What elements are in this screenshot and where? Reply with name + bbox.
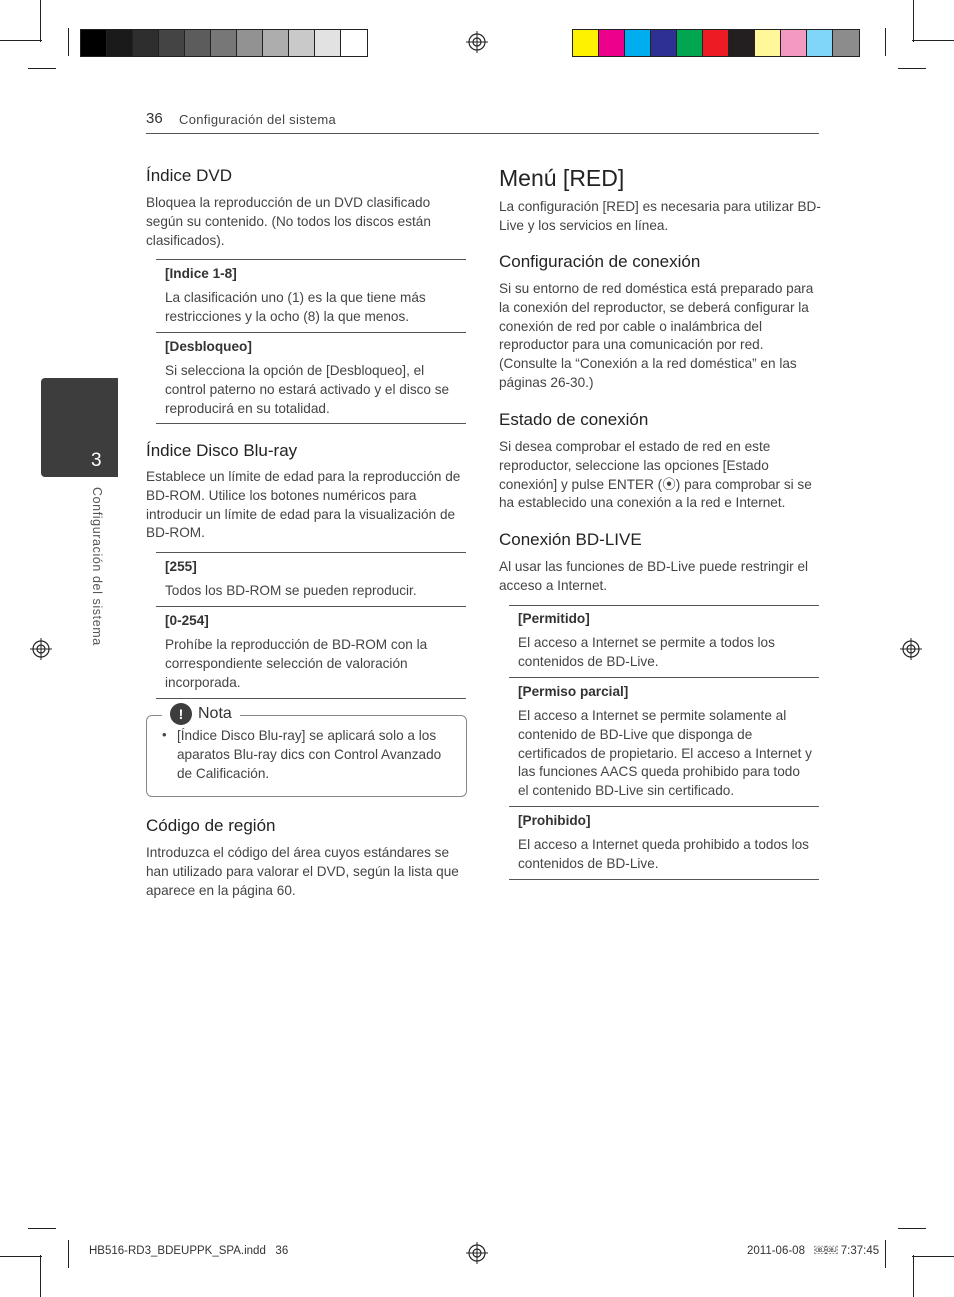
note-header xyxy=(162,703,240,725)
color-swatch xyxy=(781,30,807,56)
bluray-option-text: Prohíbe la reproducción de BD-ROM con la correspondiente selección de valoración incorporada. xyxy=(165,637,428,690)
color-swatch xyxy=(107,30,133,56)
crop-mark xyxy=(28,68,56,69)
divider xyxy=(509,605,819,606)
divider xyxy=(509,879,819,880)
color-swatch xyxy=(625,30,651,56)
bdlive-option-label: [Prohibido] xyxy=(518,813,591,828)
divider xyxy=(156,259,466,260)
region-body: Introduzca el código del área cuyos estándares se han utilizado para valorar el DVD, según la lista que aparece en la página 60. xyxy=(146,845,459,898)
header-rule xyxy=(146,133,819,134)
dvd-title: Índice DVD xyxy=(146,166,232,185)
crop-mark xyxy=(0,1256,42,1257)
crop-mark xyxy=(40,1255,41,1297)
divider xyxy=(509,677,819,678)
registration-mark-icon xyxy=(466,1242,488,1264)
crop-mark xyxy=(913,0,914,42)
color-swatch xyxy=(315,30,341,56)
chapter-tab xyxy=(41,378,118,477)
bdlive-body: Al usar las funciones de BD-Live puede restringir el acceso a Internet. xyxy=(499,559,809,593)
bluray-body: Establece un límite de edad para la reproducción de BD-ROM. Utilice los botones numéricos para introducir un límite de edad para la visualización de BD-ROM. xyxy=(146,469,461,541)
crop-mark xyxy=(28,1228,56,1229)
color-swatch xyxy=(703,30,729,56)
footer-file: HB516-RD3_BDEUPPK_SPA.indd 36 xyxy=(89,1245,289,1257)
config-title: Configuración de conexión xyxy=(499,252,701,271)
color-swatch xyxy=(755,30,781,56)
note-title: Nota xyxy=(198,705,232,722)
note-text: [Índice Disco Blu-ray] se aplicará solo a los aparatos Blu-ray dics con Control Avanzado de Calificación. xyxy=(177,728,442,781)
divider xyxy=(156,552,466,553)
crop-mark xyxy=(885,1240,886,1268)
registration-mark-icon xyxy=(900,638,922,660)
crop-mark xyxy=(68,1240,69,1268)
dvd-option-label: [Indice 1-8] xyxy=(165,266,237,281)
chapter-label: Configuración del sistema xyxy=(90,487,104,646)
bdlive-option-text: El acceso a Internet queda prohibido a todos los contenidos de BD-Live. xyxy=(518,837,809,871)
crop-mark xyxy=(898,1228,926,1229)
menu-title: Menú [RED] xyxy=(499,165,625,191)
color-swatch xyxy=(81,30,107,56)
bluray-option-label: [255] xyxy=(165,559,197,574)
divider xyxy=(156,332,466,333)
divider xyxy=(509,806,819,807)
dvd-option-label: [Desbloqueo] xyxy=(165,339,252,354)
color-swatch xyxy=(677,30,703,56)
exclamation-icon: ! xyxy=(170,703,192,725)
bluray-title: Índice Disco Blu-ray xyxy=(146,441,298,460)
bullet-icon: • xyxy=(162,727,167,742)
divider xyxy=(156,423,466,424)
bdlive-option-label: [Permiso parcial] xyxy=(518,684,629,699)
color-swatch xyxy=(341,30,367,56)
dvd-option-text: La clasificación uno (1) es la que tiene más restricciones y la ocho (8) la que menos. xyxy=(165,290,426,324)
color-swatch xyxy=(237,30,263,56)
menu-body: La configuración [RED] es necesaria para utilizar BD-Live y los servicios en línea. xyxy=(499,199,821,233)
bdlive-option-label: [Permitido] xyxy=(518,611,590,626)
color-swatch xyxy=(573,30,599,56)
color-swatch xyxy=(599,30,625,56)
region-title: Código de región xyxy=(146,816,276,835)
color-swatch xyxy=(263,30,289,56)
color-swatch xyxy=(729,30,755,56)
crop-mark xyxy=(40,0,41,42)
config-body: Si su entorno de red doméstica está preparado para la conexión del reproductor, se deberá configurar la conexión de red por cable o inalámbrica del reproductor para una comunicación por red. (Consulte la “Conexión a la red doméstica” en las páginas 26-30.) xyxy=(499,281,814,390)
color-swatch xyxy=(807,30,833,56)
color-swatch xyxy=(185,30,211,56)
bdlive-option-text: El acceso a Internet se permite a todos los contenidos de BD-Live. xyxy=(518,635,775,669)
color-swatch xyxy=(133,30,159,56)
bluray-option-label: [0-254] xyxy=(165,613,209,628)
color-swatch xyxy=(651,30,677,56)
crop-mark xyxy=(885,28,886,56)
estado-title: Estado de conexión xyxy=(499,410,649,429)
dvd-body: Bloquea la reproducción de un DVD clasificado según su contenido. (No todos los discos están clasificados). xyxy=(146,195,431,248)
divider xyxy=(156,606,466,607)
crop-mark xyxy=(898,68,926,69)
crop-mark xyxy=(0,40,42,41)
bluray-option-text: Todos los BD-ROM se pueden reproducir. xyxy=(165,583,417,598)
bdlive-title: Conexión BD-LIVE xyxy=(499,530,642,549)
registration-mark-icon xyxy=(466,31,488,53)
footer-date: 2011-06-08 ￼￼ 7:37:45 xyxy=(747,1245,880,1257)
color-swatch xyxy=(833,30,859,56)
registration-mark-icon xyxy=(30,638,52,660)
dvd-option-text: Si selecciona la opción de [Desbloqueo], el control paterno no estará activado y el disco se reproducirá en su totalidad. xyxy=(165,363,450,416)
gray-swatch-bar xyxy=(80,29,368,57)
color-swatch-bar xyxy=(572,29,860,57)
color-swatch xyxy=(289,30,315,56)
crop-mark xyxy=(912,40,954,41)
crop-mark xyxy=(912,1256,954,1257)
chapter-number: 3 xyxy=(91,450,102,471)
color-swatch xyxy=(211,30,237,56)
running-title: Configuración del sistema xyxy=(179,112,337,127)
crop-mark xyxy=(913,1255,914,1297)
bdlive-option-text: El acceso a Internet se permite solamente al contenido de BD-Live que disponga de certificados de propietario. El acceso a Internet y las funciones AACS queda prohibido para todo el contenido BD-Live sin certificado. xyxy=(518,708,812,799)
divider xyxy=(156,698,466,699)
crop-mark xyxy=(68,28,69,56)
page-number: 36 xyxy=(146,110,163,127)
color-swatch xyxy=(159,30,185,56)
estado-body: Si desea comprobar el estado de red en este reproductor, seleccione las opciones [Estado conexión] y pulse ENTER (⦿) para comprobar si se ha establecido una conexión a la red e Internet. xyxy=(499,439,812,511)
